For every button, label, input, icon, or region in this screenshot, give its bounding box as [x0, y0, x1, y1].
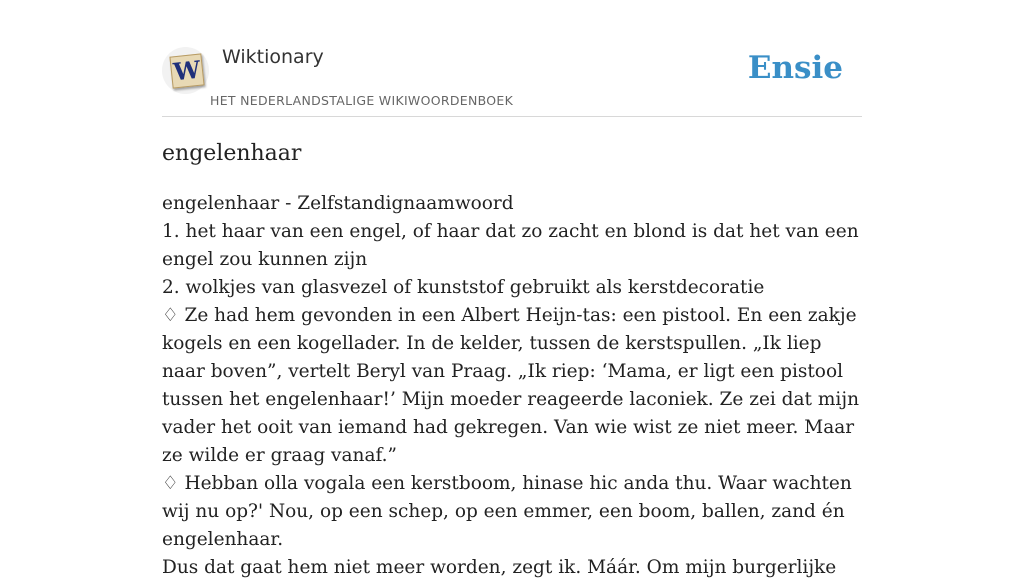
site-header — [162, 40, 862, 117]
entry-title: engelenhaar — [162, 141, 302, 166]
entry-line: Dus dat gaat hem niet meer worden, zegt ik. Máár. Om mijn burgerlijke — [162, 557, 837, 578]
wiktionary-logo[interactable] — [162, 47, 209, 94]
entry-line: ♢ Ze had hem gevonden in een Albert Heijn-tas: een pistool. En een zakje kogels en een kogellader. In de kelder, tussen de kerstspullen. „Ik liep naar boven”, vertelt Beryl van Praag. „Ik riep: ‘Mama, er ligt een pistool tussen het engelenhaar!’ Mijn moeder reageerde laconiek. Ze zei dat mijn vader het ooit van iemand had gekregen. Van wie wist ze niet meer. Maar ze wilde er graag vanaf.” — [162, 305, 859, 466]
ensie-brand-logo[interactable]: Ensie — [747, 50, 843, 86]
logo-tile-icon: W — [169, 53, 204, 88]
entry-content — [162, 138, 862, 582]
entry-line: engelenhaar - Zelfstandignaamwoord — [162, 193, 514, 214]
entry-body — [162, 190, 862, 582]
site-subtitle: HET NEDERLANDSTALIGE WIKIWOORDENBOEK — [210, 93, 514, 108]
entry-line: 1. het haar van een engel, of haar dat zo zacht en blond is dat het van een engel zou kunnen zijn — [162, 221, 859, 270]
entry-line: 2. wolkjes van glasvezel of kunststof gebruikt als kerstdecoratie — [162, 277, 765, 298]
entry-line: ♢ Hebban olla vogala een kerstboom, hinase hic anda thu. Waar wachten wij nu op?' Nou, op een schep, op een emmer, een boom, ballen, zand én engelenhaar. — [162, 473, 852, 550]
site-name[interactable]: Wiktionary — [222, 46, 324, 68]
